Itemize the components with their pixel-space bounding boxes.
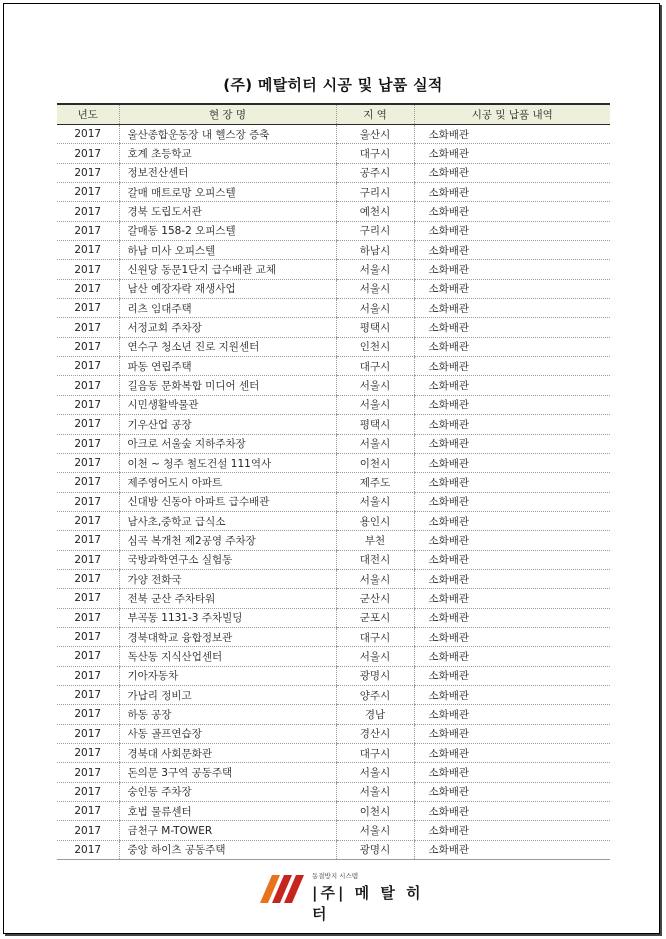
cell-region: 제주도 [336,473,414,492]
table-row [57,376,610,395]
cell-product: 소화배관 [414,473,610,492]
cell-year: 2017 [57,241,119,260]
cell-year: 2017 [57,473,119,492]
cell-region: 대전시 [336,550,414,569]
document-title: (주) 메탈히터 시공 및 납품 실적 [223,76,443,94]
cell-site: 신대방 신동아 아파트 급수배관 [119,492,336,511]
cell-region: 서울시 [336,821,414,840]
cell-year: 2017 [57,589,119,608]
cell-year: 2017 [57,511,119,530]
cell-region: 구리시 [336,221,414,240]
cell-site: 부곡동 1131-3 주차빌딩 [119,608,336,627]
table-row [57,202,610,221]
cell-product: 소화배관 [414,685,610,704]
cell-site: 갈매동 158-2 오피스텔 [119,221,336,240]
cell-region: 서울시 [336,279,414,298]
cell-year: 2017 [57,821,119,840]
cell-region: 울산시 [336,125,414,144]
cell-product: 소화배관 [414,357,610,376]
table-row [57,434,610,453]
cell-year: 2017 [57,608,119,627]
cell-region: 경산시 [336,724,414,743]
cell-product: 소화배관 [414,782,610,801]
cell-year: 2017 [57,647,119,666]
cell-product: 소화배관 [414,395,610,414]
cell-product: 소화배관 [414,724,610,743]
cell-year: 2017 [57,144,119,163]
cell-site: 금천구 M-TOWER [119,821,336,840]
cell-site: 숭인동 주차장 [119,782,336,801]
logo-tagline: 동결방지 시스템 [312,872,359,880]
performance-table [57,103,610,860]
cell-region: 대구시 [336,627,414,646]
table-row [57,550,610,569]
cell-product: 소화배관 [414,705,610,724]
cell-region: 인천시 [336,337,414,356]
cell-product: 소화배관 [414,821,610,840]
cell-region: 서울시 [336,492,414,511]
cell-region: 평택시 [336,318,414,337]
cell-year: 2017 [57,318,119,337]
cell-year: 2017 [57,337,119,356]
cell-site: 돈의문 3구역 공동주택 [119,763,336,782]
table-row [57,744,610,763]
cell-year: 2017 [57,395,119,414]
cell-product: 소화배관 [414,183,610,202]
table-row [57,782,610,801]
cell-year: 2017 [57,415,119,434]
cell-site: 서정교회 주차장 [119,318,336,337]
cell-region: 서울시 [336,647,414,666]
cell-year: 2017 [57,299,119,318]
cell-site: 하남 미사 오피스텔 [119,241,336,260]
table-row [57,395,610,414]
cell-region: 공주시 [336,163,414,182]
table-row [57,705,610,724]
cell-year: 2017 [57,531,119,550]
cell-site: 연수구 청소년 진로 지원센터 [119,337,336,356]
cell-product: 소화배관 [414,260,610,279]
cell-product: 소화배관 [414,279,610,298]
cell-region: 군산시 [336,589,414,608]
cell-region: 서울시 [336,260,414,279]
header-region: 지 역 [336,104,414,125]
cell-region: 용인시 [336,511,414,530]
cell-year: 2017 [57,221,119,240]
cell-site: 국방과학연구소 실험동 [119,550,336,569]
cell-region: 대구시 [336,744,414,763]
cell-site: 가양 전화국 [119,569,336,588]
cell-site: 갈매 매트로망 오피스텔 [119,183,336,202]
table-row [57,802,610,821]
table-row [57,511,610,530]
table-header-row [57,104,610,125]
cell-region: 대구시 [336,144,414,163]
cell-product: 소화배관 [414,221,610,240]
cell-year: 2017 [57,434,119,453]
cell-site: 사동 골프연습장 [119,724,336,743]
cell-product: 소화배관 [414,453,610,472]
cell-year: 2017 [57,125,119,144]
table-row [57,840,610,859]
cell-site: 호법 물류센터 [119,802,336,821]
cell-product: 소화배관 [414,840,610,859]
cell-year: 2017 [57,453,119,472]
cell-site: 심곡 복개천 제2공영 주차장 [119,531,336,550]
cell-product: 소화배관 [414,763,610,782]
cell-year: 2017 [57,666,119,685]
cell-product: 소화배관 [414,589,610,608]
logo-mark-icon [260,873,308,903]
table-row [57,299,610,318]
cell-site: 경북대학교 융합정보관 [119,627,336,646]
cell-region: 서울시 [336,782,414,801]
cell-site: 리츠 임대주택 [119,299,336,318]
cell-site: 파동 연립주택 [119,357,336,376]
cell-product: 소화배관 [414,647,610,666]
cell-year: 2017 [57,357,119,376]
cell-product: 소화배관 [414,202,610,221]
cell-region: 대구시 [336,357,414,376]
cell-region: 서울시 [336,376,414,395]
cell-product: 소화배관 [414,608,610,627]
cell-product: 소화배관 [414,744,610,763]
table-row [57,163,610,182]
cell-region: 광명시 [336,666,414,685]
cell-product: 소화배관 [414,627,610,646]
cell-site: 신원당 동문1단지 급수배관 교체 [119,260,336,279]
cell-product: 소화배관 [414,125,610,144]
cell-product: 소화배관 [414,337,610,356]
table-row [57,357,610,376]
cell-year: 2017 [57,840,119,859]
cell-site: 경북 도립도서관 [119,202,336,221]
cell-site: 하동 공장 [119,705,336,724]
table-row [57,221,610,240]
cell-site: 남산 예장자락 재생사업 [119,279,336,298]
cell-product: 소화배관 [414,434,610,453]
cell-product: 소화배관 [414,492,610,511]
cell-year: 2017 [57,569,119,588]
table-row [57,627,610,646]
cell-site: 가납리 정비고 [119,685,336,704]
cell-site: 아크로 서울숲 지하주차장 [119,434,336,453]
cell-product: 소화배관 [414,802,610,821]
cell-year: 2017 [57,550,119,569]
cell-year: 2017 [57,802,119,821]
cell-region: 양주시 [336,685,414,704]
table-row [57,260,610,279]
table-row [57,724,610,743]
cell-product: 소화배관 [414,376,610,395]
table-row [57,241,610,260]
cell-site: 독산동 지식산업센터 [119,647,336,666]
cell-year: 2017 [57,705,119,724]
cell-product: 소화배관 [414,666,610,685]
cell-product: 소화배관 [414,569,610,588]
cell-product: 소화배관 [414,511,610,530]
table-row [57,183,610,202]
cell-product: 소화배관 [414,531,610,550]
cell-product: 소화배관 [414,299,610,318]
table-row [57,473,610,492]
cell-product: 소화배관 [414,415,610,434]
cell-product: 소화배관 [414,144,610,163]
cell-site: 호계 초등학교 [119,144,336,163]
cell-year: 2017 [57,492,119,511]
cell-site: 정보전산센터 [119,163,336,182]
cell-year: 2017 [57,685,119,704]
table-row [57,125,610,144]
header-product: 시공 및 납품 내역 [414,104,610,125]
table-row [57,531,610,550]
cell-site: 남사초,중학교 급식소 [119,511,336,530]
cell-site: 시민생활박물관 [119,395,336,414]
cell-site: 기아자동차 [119,666,336,685]
cell-year: 2017 [57,744,119,763]
cell-year: 2017 [57,782,119,801]
table-row [57,608,610,627]
table-row [57,569,610,588]
cell-region: 하남시 [336,241,414,260]
cell-region: 경남 [336,705,414,724]
cell-region: 예천시 [336,202,414,221]
table-row [57,279,610,298]
header-site: 현 장 명 [119,104,336,125]
cell-year: 2017 [57,202,119,221]
table-row [57,318,610,337]
cell-region: 구리시 [336,183,414,202]
table-row [57,763,610,782]
cell-product: 소화배관 [414,163,610,182]
table-row [57,685,610,704]
cell-site: 기우산업 공장 [119,415,336,434]
cell-region: 평택시 [336,415,414,434]
cell-region: 서울시 [336,763,414,782]
cell-region: 이천시 [336,802,414,821]
table-row [57,821,610,840]
cell-site: 경북대 사회문화관 [119,744,336,763]
company-logo [260,870,430,923]
table-row [57,453,610,472]
cell-year: 2017 [57,376,119,395]
cell-site: 길음동 문화복합 미디어 센터 [119,376,336,395]
cell-year: 2017 [57,763,119,782]
cell-year: 2017 [57,183,119,202]
cell-site: 이천 ~ 청주 철도건설 111역사 [119,453,336,472]
cell-site: 중앙 하이츠 공동주택 [119,840,336,859]
cell-region: 군포시 [336,608,414,627]
cell-product: 소화배관 [414,241,610,260]
logo-company-name: |주| 메 탈 히 터 [312,884,424,923]
table-row [57,492,610,511]
table-row [57,337,610,356]
cell-year: 2017 [57,163,119,182]
cell-region: 광명시 [336,840,414,859]
cell-region: 부천 [336,531,414,550]
cell-region: 서울시 [336,395,414,414]
cell-year: 2017 [57,724,119,743]
table-row [57,589,610,608]
cell-region: 서울시 [336,299,414,318]
cell-site: 제주영어도시 아파트 [119,473,336,492]
table-row [57,666,610,685]
cell-site: 전북 군산 주차타워 [119,589,336,608]
cell-region: 서울시 [336,569,414,588]
cell-site: 울산종합운동장 내 헬스장 증축 [119,125,336,144]
cell-region: 이천시 [336,453,414,472]
cell-year: 2017 [57,627,119,646]
table-row [57,144,610,163]
cell-year: 2017 [57,260,119,279]
table-row [57,415,610,434]
cell-product: 소화배관 [414,550,610,569]
table-row [57,647,610,666]
cell-product: 소화배관 [414,318,610,337]
cell-year: 2017 [57,279,119,298]
header-year: 년도 [57,104,119,125]
cell-region: 서울시 [336,434,414,453]
